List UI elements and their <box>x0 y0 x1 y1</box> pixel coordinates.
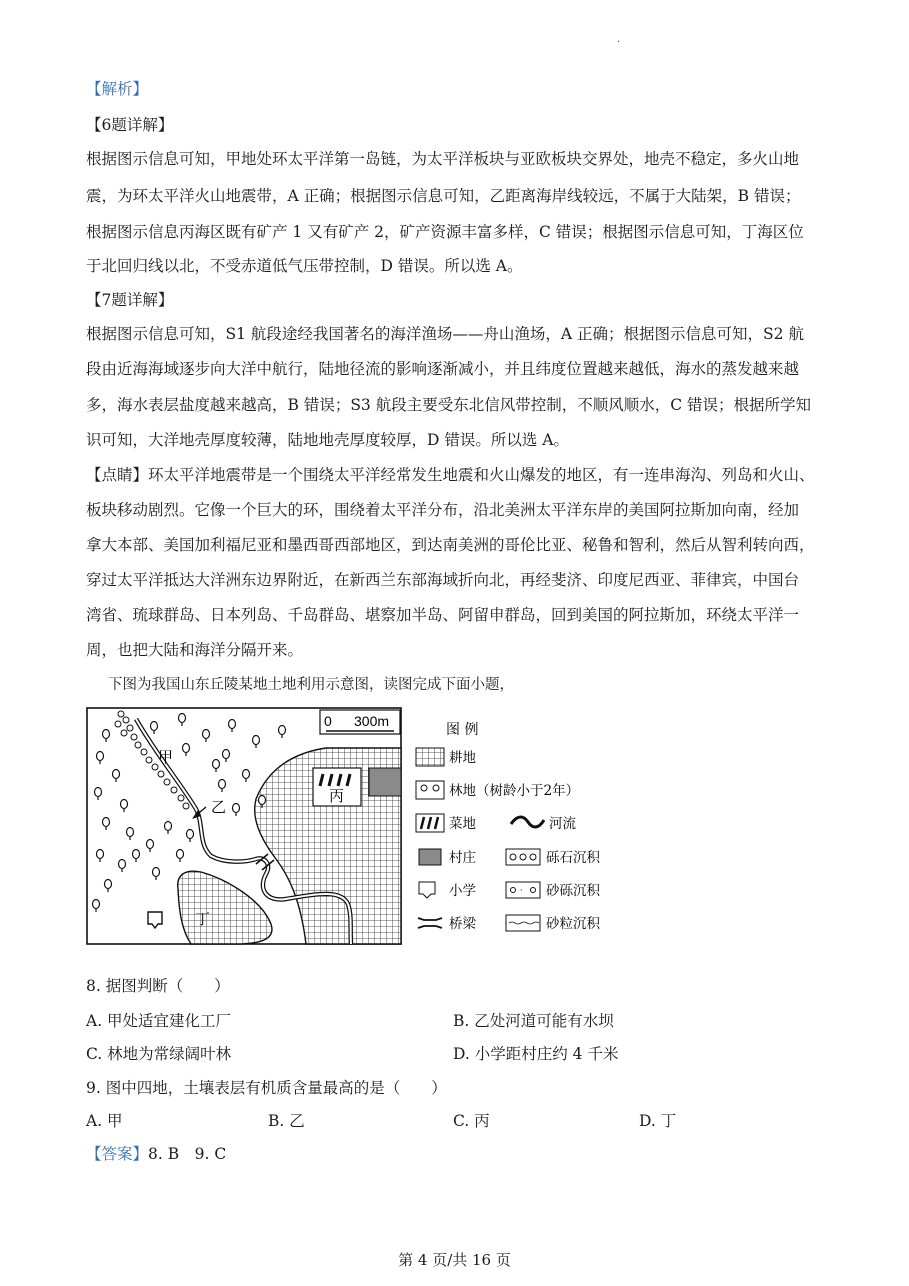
tree-icon <box>177 850 184 859</box>
header-dot: . <box>617 34 621 45</box>
tree-icon <box>93 900 100 909</box>
legend-school-swatch <box>419 882 435 898</box>
q8-option-a: A. 甲处适宜建化工厂 <box>86 1012 232 1030</box>
village-block <box>369 768 401 796</box>
q8-option-b: B. 乙处河道可能有水坝 <box>453 1012 614 1030</box>
tree-icon <box>243 770 250 779</box>
tip-line-1: 【点睛】环太平洋地震带是一个围绕太平洋经常发生地震和火山爆发的地区，有一连串海沟、列岛和火山、 <box>86 466 815 484</box>
legend-village-swatch <box>419 849 441 865</box>
q6-line-4: 于北回归线以北，不受赤道低气压带控制，D 错误。所以选 A。 <box>86 257 523 275</box>
tip-line-3: 拿大本部、美国加利福尼亚和墨西哥西部地区，到达南美洲的哥伦比亚、秘鲁和智利，然后从智利转向西， <box>86 536 815 554</box>
svg-text:·: · <box>520 886 523 895</box>
tip-line-2: 板块移动剧烈。它像一个巨大的环，围绕着太平洋分布，沿北美洲太平洋东岸的美国阿拉斯加向南，经加 <box>86 501 800 519</box>
tree-icon <box>127 828 134 837</box>
q9-option-c: C. 丙 <box>453 1112 490 1130</box>
tree-icon <box>147 840 154 849</box>
label-bing: 丙 <box>329 787 345 805</box>
intro-text: 下图为我国山东丘陵某地土地利用示意图，读图完成下面小题， <box>108 677 514 693</box>
legend-forest: 林地（树龄小于2年） <box>449 783 580 799</box>
legend-title: 图 例 <box>446 722 479 738</box>
q7-line-2: 段由近海海域逐步向大洋中航行，陆地径流的影响逐渐减小，并且纬度位置越来越低，海水的蒸发越来越 <box>86 360 800 378</box>
label-yi: 乙 <box>211 798 227 816</box>
answer-line <box>86 1144 226 1164</box>
label-ding: 丁 <box>195 910 211 928</box>
legend <box>416 748 600 932</box>
tree-icon <box>103 818 110 827</box>
scale-zero: 0 <box>324 713 332 729</box>
tree-icon <box>95 788 102 797</box>
label-jia: 甲 <box>158 748 174 766</box>
q6-line-3: 根据图示信息丙海区既有矿产 1 又有矿产 2，矿产资源丰富多样，C 错误；根据图示信息可知，丁海区位 <box>86 223 804 241</box>
tree-icon <box>133 850 140 859</box>
legend-forest-swatch <box>416 781 444 799</box>
tree-icon <box>223 750 230 759</box>
tree-icon <box>103 730 110 739</box>
legend-village: 村庄 <box>449 850 476 866</box>
tree-icon <box>113 770 120 779</box>
q8-option-d: D. 小学距村庄约 4 千米 <box>453 1045 619 1063</box>
legend-bridge: 桥梁 <box>449 916 476 932</box>
q9-option-a: A. 甲 <box>86 1112 123 1130</box>
q6-line-2: 震，为环太平洋火山地震带，A 正确；根据图示信息可知，乙距离海岸线较远，不属于大陆架，B 错误； <box>86 187 801 205</box>
tree-icon <box>187 830 194 839</box>
tree-icon <box>119 860 126 869</box>
q6-line-1: 根据图示信息可知，甲地处环太平洋第一岛链，为太平洋板块与亚欧板块交界处，地壳不稳定，多火山地 <box>86 150 800 168</box>
q8-option-c: C. 林地为常绿阔叶林 <box>86 1045 232 1063</box>
legend-farmland: 耕地 <box>449 750 476 766</box>
q7-line-1: 根据图示信息可知，S1 航段途经我国著名的海洋渔场——舟山渔场，A 正确；根据图示信息可知，S2 航 <box>86 325 804 343</box>
q9-option-d: D. 丁 <box>639 1112 677 1130</box>
legend-river: 河流 <box>549 816 576 832</box>
legend-sand: 砂粒沉积 <box>546 916 600 932</box>
tree-icon <box>253 736 260 745</box>
tree-icon <box>97 752 104 761</box>
tree-icon <box>153 868 160 877</box>
legend-river-swatch <box>511 817 544 827</box>
legend-sandgravel: 砂砾沉积 <box>546 883 600 899</box>
tree-icon <box>213 760 220 769</box>
legend-sand-swatch <box>506 915 540 931</box>
tree-icon <box>279 726 286 735</box>
tip-line-6: 周，也把大陆和海洋分隔开来。 <box>86 641 304 659</box>
legend-bridge-swatch <box>418 918 442 928</box>
q8-stem: 8. 据图判断（ ） <box>86 977 230 995</box>
legend-school: 小学 <box>449 883 476 899</box>
tip-line-4: 穿过太平洋抵达大洋洲东边界附近，在新西兰东部海域折向北，再经斐济、印度尼西亚、菲律宾，中国台 <box>86 571 800 589</box>
analysis-label: 【解析】 <box>86 80 149 98</box>
q7-line-4: 识可知，大洋地壳厚度较薄，陆地地壳厚度较厚，D 错误。所以选 A。 <box>86 431 569 449</box>
legend-gravel: 砾石沉积 <box>546 850 600 866</box>
tree-icon <box>229 720 236 729</box>
q9-option-b: B. 乙 <box>268 1112 305 1130</box>
tree-icon <box>179 714 186 723</box>
tree-icon <box>97 850 104 859</box>
tip-line-5: 湾省、琉球群岛、日本列岛、千岛群岛、堪察加半岛、阿留申群岛，回到美国的阿拉斯加，环绕太平洋一 <box>86 606 800 624</box>
tree-icon <box>105 880 112 889</box>
tree-icon <box>259 796 266 805</box>
answer-label: 【答案】 <box>86 1145 149 1163</box>
tree-icon <box>183 744 190 753</box>
q7-heading: 【7题详解】 <box>86 291 174 309</box>
tree-icon <box>121 800 128 809</box>
tree-icon <box>151 722 158 731</box>
q9-stem: 9. 图中四地，土壤表层有机质含量最高的是（ ） <box>86 1079 447 1097</box>
page-footer: 第 4 页/共 16 页 <box>398 1251 511 1269</box>
q6-heading: 【6题详解】 <box>86 116 174 134</box>
tree-icon <box>165 822 172 831</box>
q7-line-3: 多，海水表层盐度越来越高，B 错误；S3 航段主要受东北信风带控制，不顺风顺水，C 错误；根据所学知 <box>86 396 812 414</box>
tree-icon <box>233 804 240 813</box>
answer-text: 8. B 9. C <box>148 1145 227 1163</box>
land-use-map <box>86 704 626 946</box>
tree-icon <box>219 780 226 789</box>
legend-farmland-swatch <box>416 748 444 766</box>
tree-icon <box>203 730 210 739</box>
scale-value: 300m <box>354 713 390 729</box>
legend-vegetable: 菜地 <box>449 816 476 832</box>
